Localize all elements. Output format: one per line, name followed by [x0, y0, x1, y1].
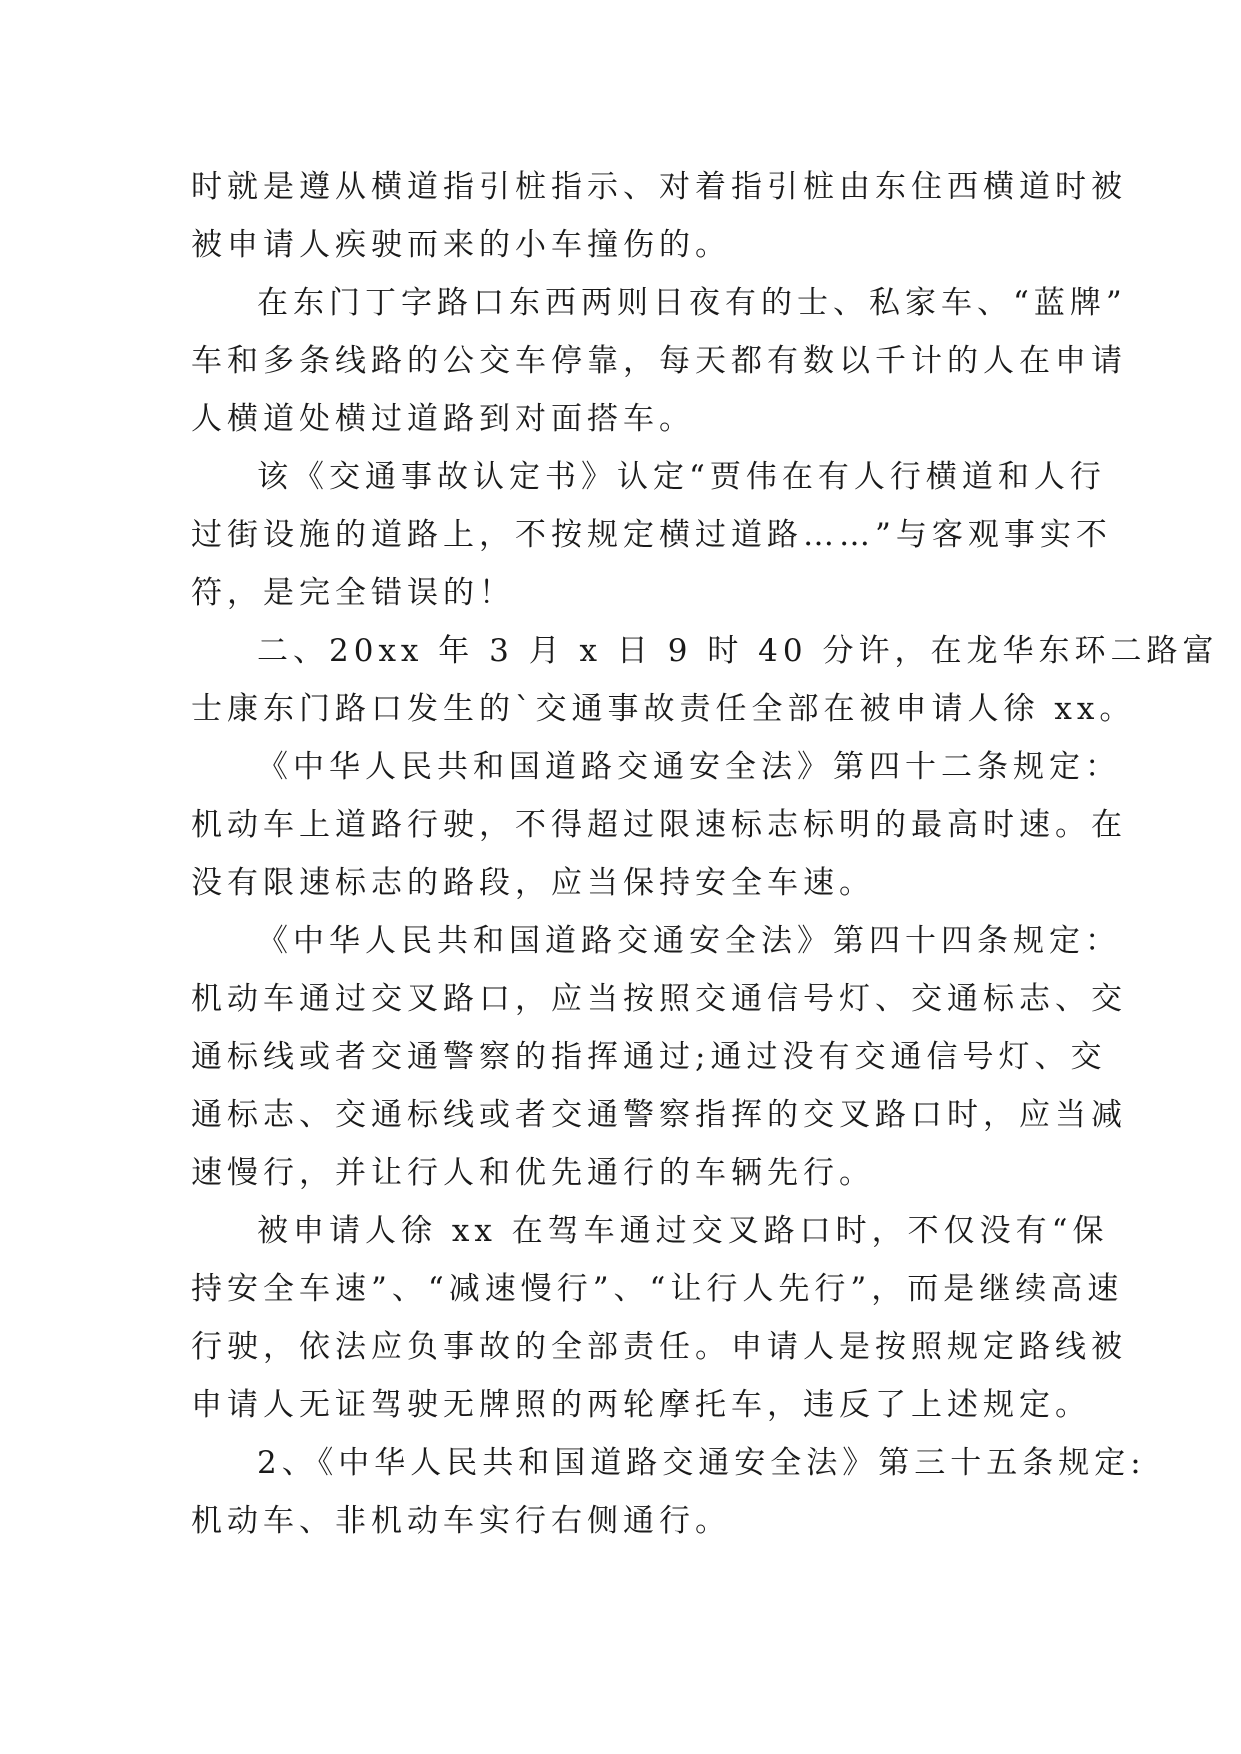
paragraph-3-cont [191, 506, 1112, 622]
text-line: 机动车上道路行驶，不得超过限速标志标明的最高时速。在 [191, 807, 1127, 843]
document-body [191, 158, 1219, 1550]
text-line: 符，是完全错误的！ [191, 575, 515, 611]
paragraph-5-cont [191, 796, 1127, 912]
paragraph-8 [191, 1434, 1146, 1492]
text-line: 机动车、非机动车实行右侧通行。 [191, 1503, 731, 1539]
paragraph-4 [191, 622, 1219, 680]
text-line: 时就是遵从横道指引桩指示、对着指引桩由东住西横道时被 [191, 169, 1127, 205]
paragraph-6 [191, 912, 1121, 970]
text-line: 通标志、交通标线或者交通警察指挥的交叉路口时，应当减 [191, 1097, 1127, 1133]
paragraph-7-cont [191, 1260, 1127, 1434]
text-line: 没有限速标志的路段，应当保持安全车速。 [191, 865, 875, 901]
text-line: 《中华人民共和国道路交通安全法》第四十四条规定： [257, 923, 1121, 959]
text-line: 行驶，依法应负事故的全部责任。申请人是按照规定路线被 [191, 1329, 1127, 1365]
paragraph-1 [191, 158, 1127, 274]
text-line: 机动车通过交叉路口，应当按照交通信号灯、交通标志、交 [191, 981, 1127, 1017]
text-line: 2、《中华人民共和国道路交通安全法》第三十五条规定: [257, 1445, 1146, 1481]
paragraph-4-cont [191, 680, 1136, 738]
text-line: 《中华人民共和国道路交通安全法》第四十二条规定： [257, 749, 1121, 785]
paragraph-7 [191, 1202, 1109, 1260]
paragraph-5 [191, 738, 1121, 796]
text-line: 持安全车速”、“减速慢行”、“让行人先行”，而是继续高速 [191, 1271, 1124, 1307]
text-line: 通标线或者交通警察的指挥通过;通过没有交通信号灯、交 [191, 1039, 1107, 1075]
text-line: 速慢行，并让行人和优先通行的车辆先行。 [191, 1155, 875, 1191]
paragraph-3 [191, 448, 1106, 506]
paragraph-2 [191, 274, 1127, 332]
paragraph-6-cont [191, 970, 1127, 1202]
paragraph-2-cont [191, 332, 1127, 448]
text-line: 过街设施的道路上，不按规定横过道路……”与客观事实不 [191, 517, 1112, 553]
text-line: 车和多条线路的公交车停靠，每天都有数以千计的人在申请 [191, 343, 1127, 379]
text-line: 在东门丁字路口东西两则日夜有的士、私家车、“蓝牌” [257, 285, 1127, 321]
text-line: 二、20xx 年 3 月 x 日 9 时 40 分许，在龙华东环二路富 [257, 633, 1219, 669]
text-line: 士康东门路口发生的`交通事故责任全部在被申请人徐 xx。 [191, 691, 1136, 727]
text-line: 被申请人疾驶而来的小车撞伤的。 [191, 227, 731, 263]
text-line: 人横道处横过道路到对面搭车。 [191, 401, 695, 437]
text-line: 该《交通事故认定书》认定“贾伟在有人行横道和人行 [257, 459, 1106, 495]
text-line: 申请人无证驾驶无牌照的两轮摩托车，违反了上述规定。 [191, 1387, 1091, 1423]
paragraph-8-cont [191, 1492, 1071, 1550]
text-line: 被申请人徐 xx 在驾车通过交叉路口时，不仅没有“保 [257, 1213, 1109, 1249]
